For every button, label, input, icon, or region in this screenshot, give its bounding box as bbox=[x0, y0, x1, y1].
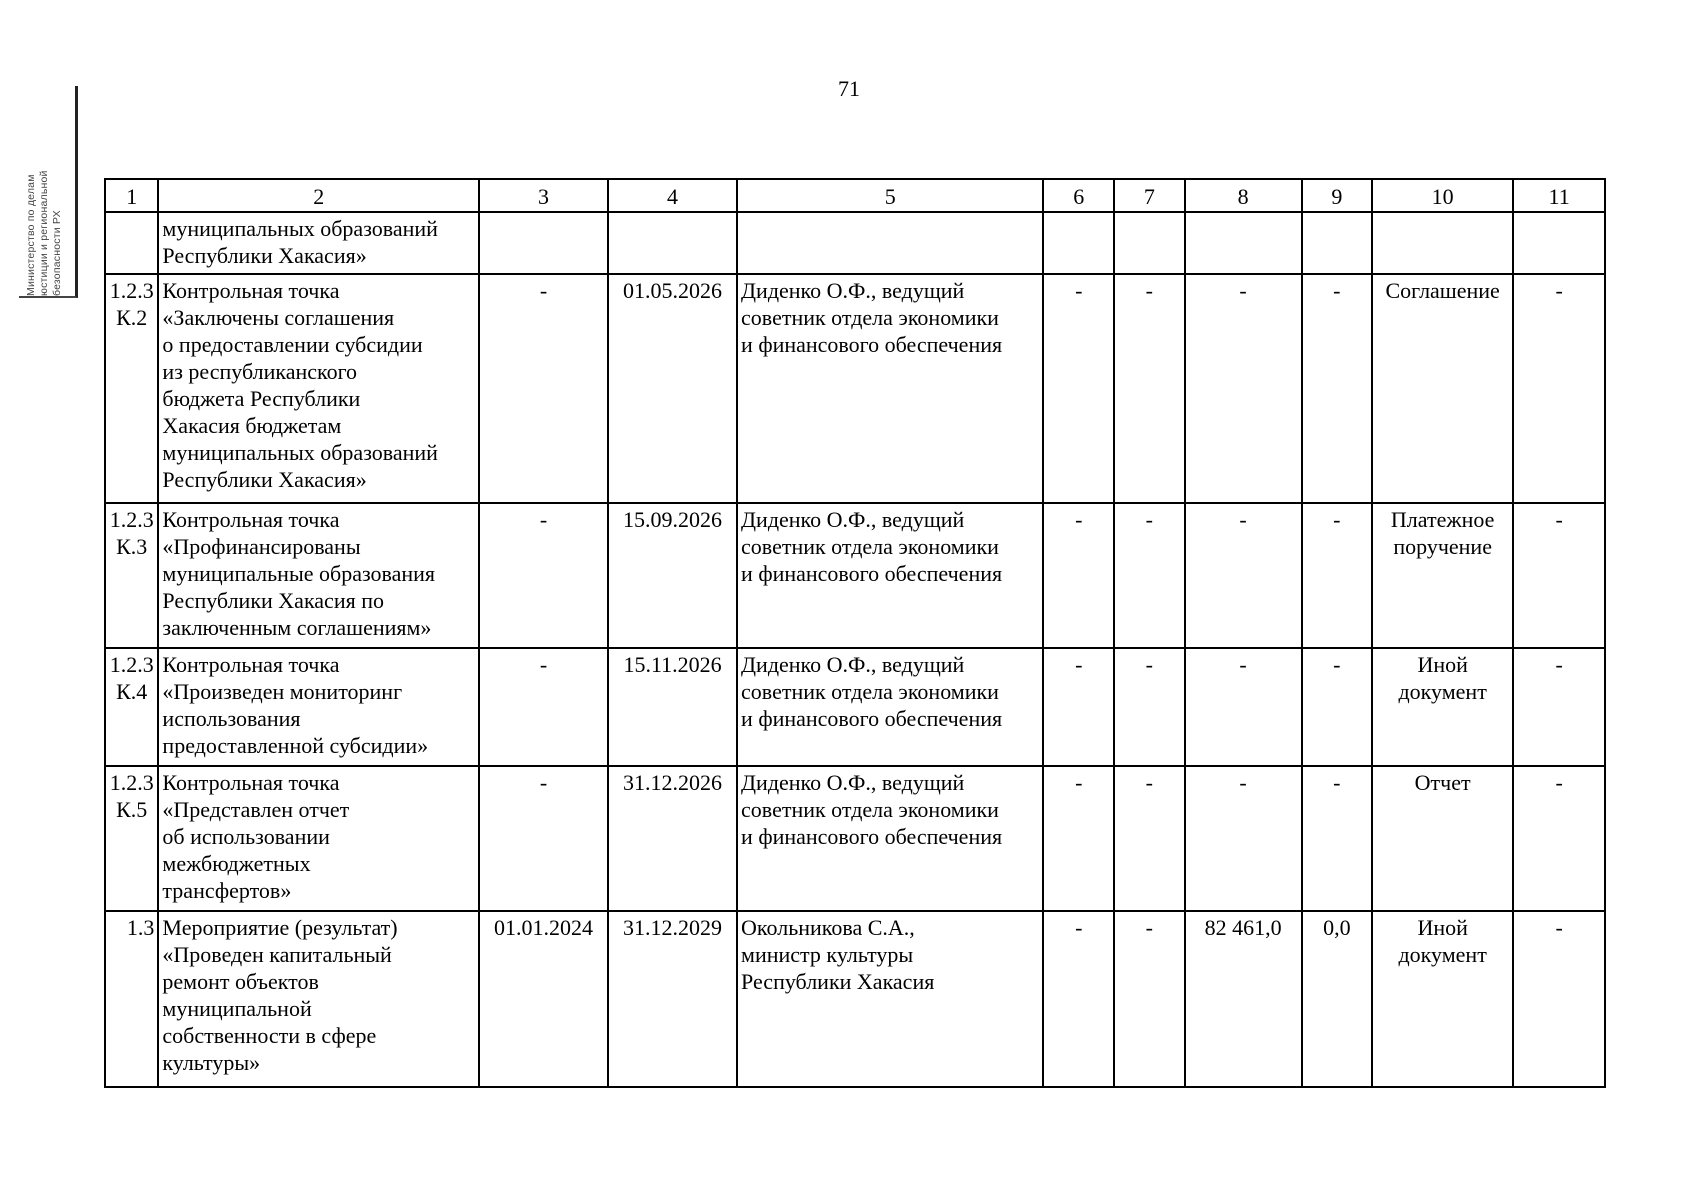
row-col11 bbox=[1513, 212, 1605, 274]
row-responsible: Диденко О.Ф., ведущий советник отдела экономики и финансового обеспечения bbox=[737, 274, 1043, 503]
row-responsible: Диденко О.Ф., ведущий советник отдела экономики и финансового обеспечения bbox=[737, 648, 1043, 766]
column-header: 10 bbox=[1372, 179, 1513, 212]
table-row bbox=[105, 648, 1605, 766]
row-start-date bbox=[479, 212, 608, 274]
row-col9: - bbox=[1302, 274, 1373, 503]
row-end-date bbox=[608, 212, 737, 274]
column-header: 2 bbox=[158, 179, 479, 212]
row-col7 bbox=[1114, 212, 1185, 274]
stamp-text: Министерство по делам юстиции и региональной безопасности РХ bbox=[25, 170, 63, 296]
row-col7: - bbox=[1114, 274, 1185, 503]
row-code: 1.2.3 К.4 bbox=[105, 648, 158, 766]
row-code: 1.2.3 К.5 bbox=[105, 766, 158, 911]
row-code: 1.2.3 К.3 bbox=[105, 503, 158, 648]
plan-table bbox=[104, 178, 1606, 1088]
row-end-date: 15.11.2026 bbox=[608, 648, 737, 766]
row-col8 bbox=[1185, 212, 1302, 274]
row-col11: - bbox=[1513, 503, 1605, 648]
row-col6: - bbox=[1043, 274, 1114, 503]
column-header: 5 bbox=[737, 179, 1043, 212]
row-code bbox=[105, 212, 158, 274]
row-col9: - bbox=[1302, 503, 1373, 648]
row-code: 1.2.3 К.2 bbox=[105, 274, 158, 503]
row-document: Соглашение bbox=[1372, 274, 1513, 503]
row-col6: - bbox=[1043, 503, 1114, 648]
table-row bbox=[105, 766, 1605, 911]
row-start-date: - bbox=[479, 766, 608, 911]
table-row bbox=[105, 274, 1605, 503]
row-responsible bbox=[737, 212, 1043, 274]
row-name: муниципальных образований Республики Хакасия» bbox=[158, 212, 479, 274]
column-header: 1 bbox=[105, 179, 158, 212]
row-col8: - bbox=[1185, 503, 1302, 648]
column-header: 3 bbox=[479, 179, 608, 212]
row-col7: - bbox=[1114, 503, 1185, 648]
row-document: Отчет bbox=[1372, 766, 1513, 911]
row-code: 1.3 bbox=[105, 911, 158, 1087]
row-col11: - bbox=[1513, 648, 1605, 766]
column-header: 9 bbox=[1302, 179, 1373, 212]
row-start-date: 01.01.2024 bbox=[479, 911, 608, 1087]
row-col6 bbox=[1043, 212, 1114, 274]
row-col8: 82 461,0 bbox=[1185, 911, 1302, 1087]
row-name: Контрольная точка «Заключены соглашения о предоставлении субсидии из республиканского бюджета Республики Хакасия бюджетам муниципальных образований Республики Хакасия» bbox=[158, 274, 479, 503]
table-row bbox=[105, 212, 1605, 274]
row-responsible: Окольникова С.А., министр культуры Республики Хакасия bbox=[737, 911, 1043, 1087]
row-document: Платежное поручение bbox=[1372, 503, 1513, 648]
row-col9 bbox=[1302, 212, 1373, 274]
row-col8: - bbox=[1185, 648, 1302, 766]
row-end-date: 15.09.2026 bbox=[608, 503, 737, 648]
row-name: Контрольная точка «Произведен мониторинг использования предоставленной субсидии» bbox=[158, 648, 479, 766]
row-col9: - bbox=[1302, 648, 1373, 766]
row-end-date: 31.12.2026 bbox=[608, 766, 737, 911]
row-col8: - bbox=[1185, 766, 1302, 911]
row-col11: - bbox=[1513, 766, 1605, 911]
row-col6: - bbox=[1043, 766, 1114, 911]
column-header: 6 bbox=[1043, 179, 1114, 212]
row-col9: 0,0 bbox=[1302, 911, 1373, 1087]
row-document: Иной документ bbox=[1372, 648, 1513, 766]
row-col7: - bbox=[1114, 911, 1185, 1087]
row-name: Контрольная точка «Профинансированы муниципальные образования Республики Хакасия по заключенным соглашениям» bbox=[158, 503, 479, 648]
row-start-date: - bbox=[479, 503, 608, 648]
page-number: 71 bbox=[838, 76, 860, 101]
row-start-date: - bbox=[479, 648, 608, 766]
column-header: 7 bbox=[1114, 179, 1185, 212]
column-header: 4 bbox=[608, 179, 737, 212]
table-row bbox=[105, 503, 1605, 648]
row-col6: - bbox=[1043, 911, 1114, 1087]
row-col6: - bbox=[1043, 648, 1114, 766]
row-col11: - bbox=[1513, 274, 1605, 503]
row-col8: - bbox=[1185, 274, 1302, 503]
row-end-date: 01.05.2026 bbox=[608, 274, 737, 503]
table-row bbox=[105, 911, 1605, 1087]
column-header: 8 bbox=[1185, 179, 1302, 212]
row-col9: - bbox=[1302, 766, 1373, 911]
row-end-date: 31.12.2029 bbox=[608, 911, 737, 1087]
column-header: 11 bbox=[1513, 179, 1605, 212]
row-name: Мероприятие (результат) «Проведен капитальный ремонт объектов муниципальной собственности в сфере культуры» bbox=[158, 911, 479, 1087]
row-start-date: - bbox=[479, 274, 608, 503]
row-responsible: Диденко О.Ф., ведущий советник отдела экономики и финансового обеспечения bbox=[737, 766, 1043, 911]
row-col11: - bbox=[1513, 911, 1605, 1087]
table-header-row bbox=[105, 179, 1605, 212]
row-col7: - bbox=[1114, 648, 1185, 766]
row-document: Иной документ bbox=[1372, 911, 1513, 1087]
row-responsible: Диденко О.Ф., ведущий советник отдела экономики и финансового обеспечения bbox=[737, 503, 1043, 648]
row-col7: - bbox=[1114, 766, 1185, 911]
row-name: Контрольная точка «Представлен отчет об использовании межбюджетных трансфертов» bbox=[158, 766, 479, 911]
row-document bbox=[1372, 212, 1513, 274]
registration-stamp bbox=[19, 86, 78, 298]
